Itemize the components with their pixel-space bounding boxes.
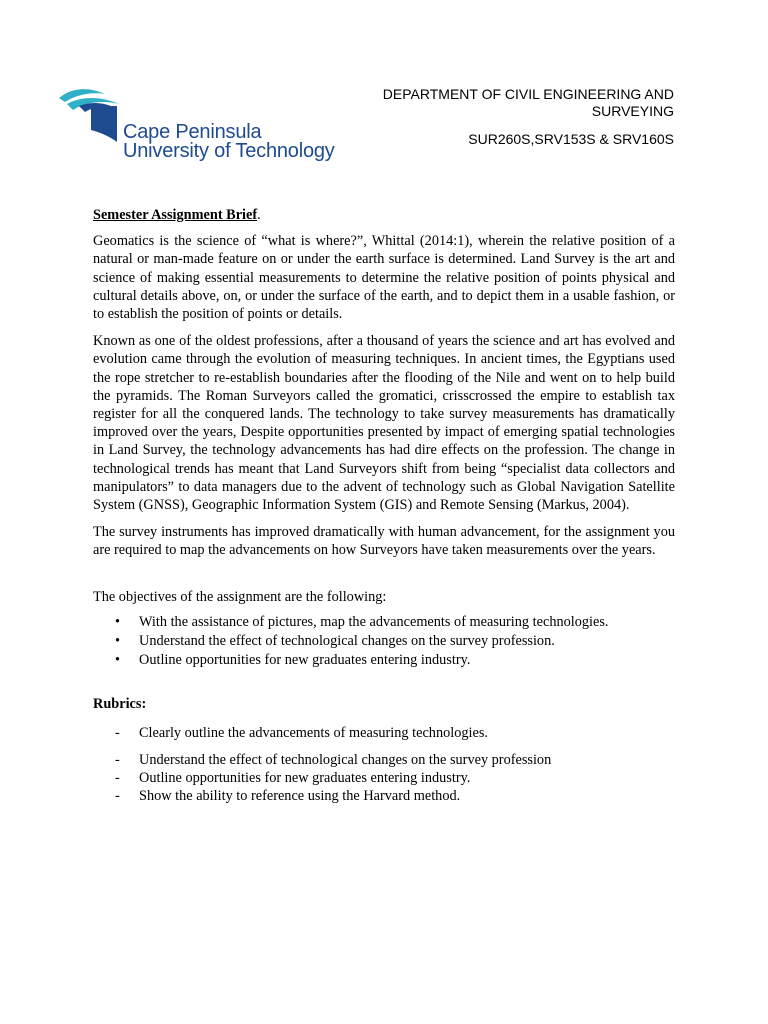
dash-icon: -: [115, 788, 120, 805]
rubrics-title: Rubrics:: [93, 695, 147, 712]
objective-item: [93, 632, 675, 651]
brief-title: Semester Assignment Brief: [93, 207, 258, 223]
department-line-1: DEPARTMENT OF CIVIL ENGINEERING AND: [382, 86, 674, 102]
rubric-text: Clearly outline the advancements of measuring technologies.: [139, 725, 488, 742]
rubric-text: Understand the effect of technological changes on the survey profession: [139, 752, 552, 769]
paragraph-3: The survey instruments has improved dramatically with human advancement, for the assignment you are required to map the advancements on how Surveyors have taken measurements over the years.: [93, 524, 675, 559]
department-line-2: SURVEYING: [591, 103, 674, 119]
course-codes: SUR260S,SRV153S & SRV160S: [468, 131, 674, 147]
logo-line-1: Cape Peninsula: [123, 121, 262, 143]
brief-title-period: .: [257, 207, 261, 223]
logo-wordmark: [123, 123, 335, 161]
objectives-list: [93, 613, 675, 670]
dash-icon: -: [115, 752, 120, 769]
bullet-icon: •: [115, 632, 121, 649]
paragraph-2: Known as one of the oldest professions, after a thousand of years the science and art has evolved and evolution came through the evolution of measuring techniques. In ancient times, the Egyptians used the rope stretcher to re-establish boundaries after the flooding of the Nile and went on to help build the pyramids. The Roman Surveyors called the gromatici, crisscrossed the empire to establish tax register for all the conquered lands. The technology to take survey measurements has dramatically improved over the years, Despite opportunities presented by impact of emerging spatial technologies in Land Survey, the technology advancements has had dire effects on the profession. The change in technological trends has meant that Land Surveyors shift from being “specialist data collectors and manipulators” to data managers due to the advent of technology such as Global Navigation Satellite System (GNSS), Geographic Information System (GIS) and Remote Sensing (Markus, 2004).: [93, 333, 675, 514]
department-heading: [383, 86, 674, 120]
objective-text: With the assistance of pictures, map the advancements of measuring technologies.: [139, 613, 609, 630]
objectives-intro: The objectives of the assignment are the following:: [93, 588, 387, 605]
rubric-item: [93, 769, 675, 787]
rubric-item: [93, 751, 675, 769]
dash-icon: -: [115, 725, 120, 742]
rubric-text: Outline opportunities for new graduates entering industry.: [139, 770, 471, 787]
paragraph-1: Geomatics is the science of “what is where?”, Whittal (2014:1), wherein the relative position of a natural or man-made feature on or under the earth surface is determined. Land Survey is the art and science of making essential measurements to determine the relative position of points physical and cultural details above, on, or under the surface of the earth, and to depict them in a usable fashion, or to establish the position of points or details.: [93, 233, 675, 323]
bullet-icon: •: [115, 651, 121, 668]
objective-text: Outline opportunities for new graduates entering industry.: [139, 651, 471, 668]
rubrics-list: [93, 724, 675, 805]
university-logo: [57, 84, 335, 164]
bullet-icon: •: [115, 613, 121, 630]
brief-heading: [93, 206, 675, 224]
rubric-text: Show the ability to reference using the Harvard method.: [139, 788, 461, 805]
rubric-item: [93, 724, 675, 742]
objective-item: [93, 651, 675, 670]
document-body: [93, 206, 675, 805]
objective-item: [93, 613, 675, 632]
dash-icon: -: [115, 770, 120, 787]
objective-text: Understand the effect of technological changes on the survey profession.: [139, 632, 555, 649]
rubric-item: [93, 787, 675, 805]
logo-line-2: University of Technology: [123, 140, 335, 162]
logo-mark-icon: [57, 84, 127, 154]
